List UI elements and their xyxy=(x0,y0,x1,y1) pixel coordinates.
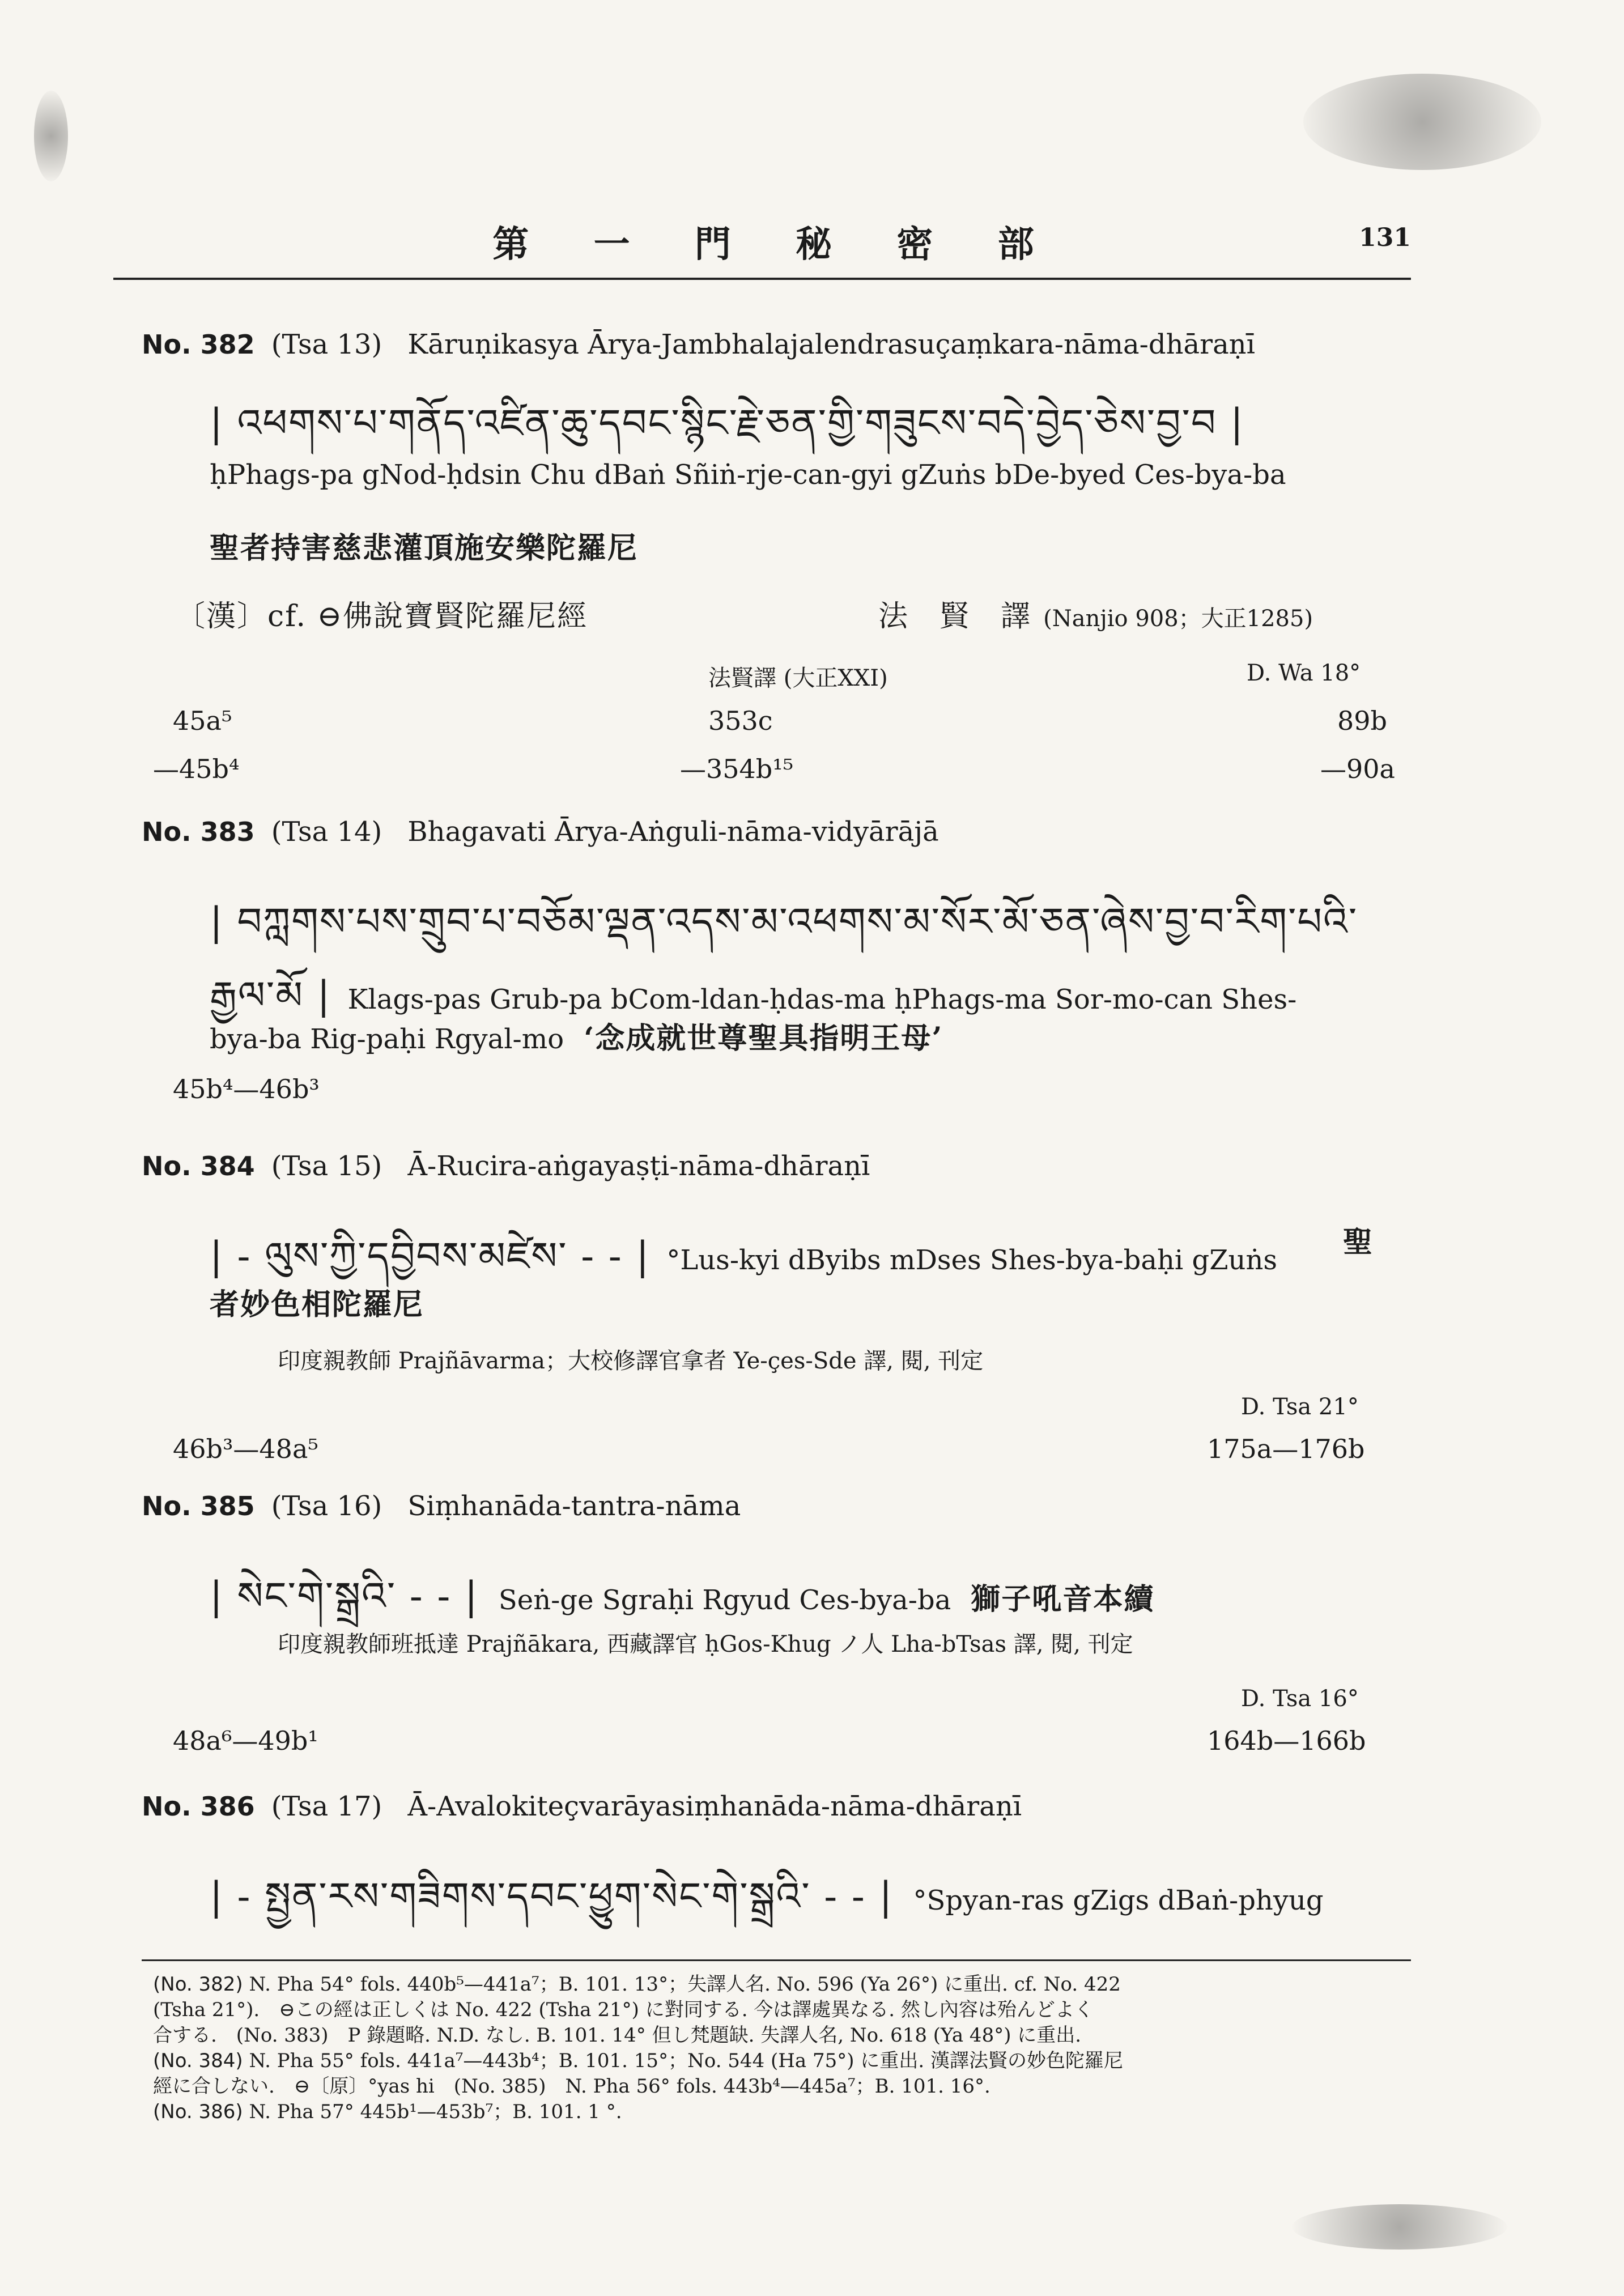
entry-number: No. 385 xyxy=(142,1491,255,1521)
chinese-title: 聖者持害慈悲灌頂施安樂陀羅尼 xyxy=(210,531,639,566)
tsa-ref: (Tsa 16) xyxy=(271,1490,382,1522)
derge-ref: D. Tsa 21° xyxy=(1241,1394,1359,1420)
footnote-line: (Tsha 21°). ⊖この經は正しくは No. 422 (Tsha 21°) に對同する. 今は譯處異なる. 然し內容は殆んどよく xyxy=(153,1999,1094,2021)
tsa-ref: (Tsa 15) xyxy=(271,1150,382,1182)
chinese-title: ‘念成就世尊聖具指明王母’ xyxy=(584,1021,943,1056)
sanskrit-title: Kāruṇikasya Ārya-Jambhalajalendrasuçaṃkara-nāma-dhāraṇī xyxy=(407,329,1255,360)
footnote-divider xyxy=(142,1959,1411,1961)
derge-ref: D. Tsa 16° xyxy=(1241,1686,1359,1712)
entry-number: No. 384 xyxy=(142,1151,255,1181)
tibetan-title-line-1: | བཀླགས་པས་གྲུབ་པ་བཅོམ་ལྡན་འདས་མ་འཕགས་མ་སོར་མོ་ཅན་ཞེས་བྱ་བ་རིག་པའི་ xyxy=(210,900,1358,945)
entry-number: No. 386 xyxy=(142,1791,255,1822)
tibetan-transliteration: Klags-pas Grub-pa bCom-ldan-ḥdas-ma ḥPhags-ma Sor-mo-can Shes- xyxy=(347,984,1297,1015)
taisho-end: —354b¹⁵ xyxy=(680,754,794,784)
entry-number: No. 383 xyxy=(142,817,255,847)
chinese-title: 者妙色相陀羅尼 xyxy=(210,1287,424,1322)
folio-range: 48a⁶—49b¹ xyxy=(173,1725,318,1756)
footnote-line: (No. 386) N. Pha 57° 445b¹—453b⁷；B. 101. 1 °. xyxy=(153,2101,622,2123)
folio-range: 45b⁴—46b³ xyxy=(173,1074,320,1104)
nanjio-ref: (Nanjio 908；大正1285) xyxy=(1043,606,1313,632)
derge-folio-range: 164b—166b xyxy=(1207,1725,1366,1756)
derge-end: —90a xyxy=(1320,754,1395,784)
taisho-start: 353c xyxy=(708,705,773,736)
column-head-derge: D. Wa 18° xyxy=(1247,660,1361,686)
folio-start: 45a⁵ xyxy=(173,705,232,736)
page-header xyxy=(142,215,1411,270)
chinese-title-start: 聖 xyxy=(1343,1225,1374,1260)
footnote-line: 經に合しない. ⊖〔原〕°yas hi (No. 385) N. Pha 56° fols. 443b⁴—445a⁷；B. 101. 16°. xyxy=(153,2075,990,2098)
tibetan-transliteration: ḥPhags-pa gNod-ḥdsin Chu dBaṅ Sñiṅ-rje-can-gyi gZuṅs bDe-byed Ces-bya-ba xyxy=(210,459,1286,491)
scan-smudge xyxy=(1292,2204,1507,2250)
scan-smudge xyxy=(1303,74,1541,170)
tibetan-title-line-2: རྒྱལ་མོ | xyxy=(210,973,331,1018)
chinese-title: 獅子吼音本續 xyxy=(971,1582,1155,1617)
tsa-ref: (Tsa 17) xyxy=(271,1791,382,1822)
page-number: 131 xyxy=(1359,223,1411,252)
footnote-line: 合する. (No. 383) P 錄題略. N.D. なし. B. 101. 14° 但し梵題缺. 失譯人名, No. 618 (Ya 48°) に重出. xyxy=(153,2024,1082,2047)
tibetan-transliteration: Seṅ-ge Sgraḥi Rgyud Ces-bya-ba xyxy=(498,1584,951,1616)
tibetan-title: | - ལུས་ཀྱི་དབྱིབས་མཛེས་ - - | xyxy=(210,1234,651,1279)
derge-folio-range: 175a—176b xyxy=(1207,1434,1365,1464)
tibetan-transliteration-cont: bya-ba Rig-paḥi Rgyal-mo xyxy=(210,1023,564,1055)
footnotes xyxy=(153,1972,1400,2125)
translators: 印度親教師 Prajñāvarma；大校修譯官拿者 Ye-çes-Sde 譯, 閱, 刊定 xyxy=(278,1348,984,1374)
header-divider xyxy=(113,278,1411,280)
entry-number: No. 382 xyxy=(142,329,255,360)
footnote-line: (No. 382) N. Pha 54° fols. 440b⁵—441a⁷；B. 101. 13°；失譯人名. No. 596 (Ya 26°) に重出. cf. No. 422 xyxy=(153,1973,1121,1996)
sanskrit-title: Bhagavati Ārya-Aṅguli-nāma-vidyārājā xyxy=(407,816,939,848)
folio-range: 46b³—48a⁵ xyxy=(173,1434,318,1464)
tibetan-title: | - སྤྱན་རས་གཟིགས་དབང་ཕྱུག་སེང་གེ་སྒྲའི་ - - | xyxy=(210,1874,894,1919)
sanskrit-title: Siṃhanāda-tantra-nāma xyxy=(407,1490,741,1522)
sanskrit-title: Ā-Avalokiteçvarāyasiṃhanāda-nāma-dhāraṇī xyxy=(407,1791,1022,1822)
derge-start: 89b xyxy=(1337,705,1387,736)
footnote-line: (No. 384) N. Pha 55° fols. 441a⁷—443b⁴；B. 101. 15°；No. 544 (Ha 75°) に重出. 漢譯法賢の妙色陀羅尼 xyxy=(153,2050,1123,2072)
tibetan-transliteration: °Lus-kyi dByibs mDses Shes-bya-baḥi gZuṅs xyxy=(666,1244,1277,1276)
tsa-ref: (Tsa 14) xyxy=(271,816,382,848)
scan-smudge xyxy=(34,91,68,181)
tibetan-title: | འཕགས་པ་གནོད་འཛིན་ཆུ་དབང་སྙིང་རྗེ་ཅན་གྱི་གཟུངས་བདེ་བྱེད་ཅེས་བྱ་བ | xyxy=(210,401,1245,446)
translators: 印度親教師班抵達 Prajñākara, 西藏譯官 ḥGos-Khug ノ人 Lha-bTsas 譯, 閱, 刊定 xyxy=(278,1631,1133,1657)
translator: 法 賢 譯 xyxy=(878,599,1032,633)
sanskrit-title: Ā-Rucira-aṅgayaṣṭi-nāma-dhāraṇī xyxy=(407,1150,870,1182)
tibetan-title: | སེང་གེ་སྒྲའི་ - - | xyxy=(210,1574,479,1619)
folio-end: —45b⁴ xyxy=(153,754,240,784)
tsa-ref: (Tsa 13) xyxy=(271,329,382,360)
column-head-taisho: 法賢譯 (大正XXI) xyxy=(708,665,888,691)
han-reference: 〔漢〕cf. ⊖佛說寶賢陀羅尼經 xyxy=(176,599,588,633)
section-title: 第 一 門 秘 密 部 xyxy=(492,223,1060,266)
tibetan-transliteration: °Spyan-ras gZigs dBaṅ-phyug xyxy=(913,1885,1324,1916)
